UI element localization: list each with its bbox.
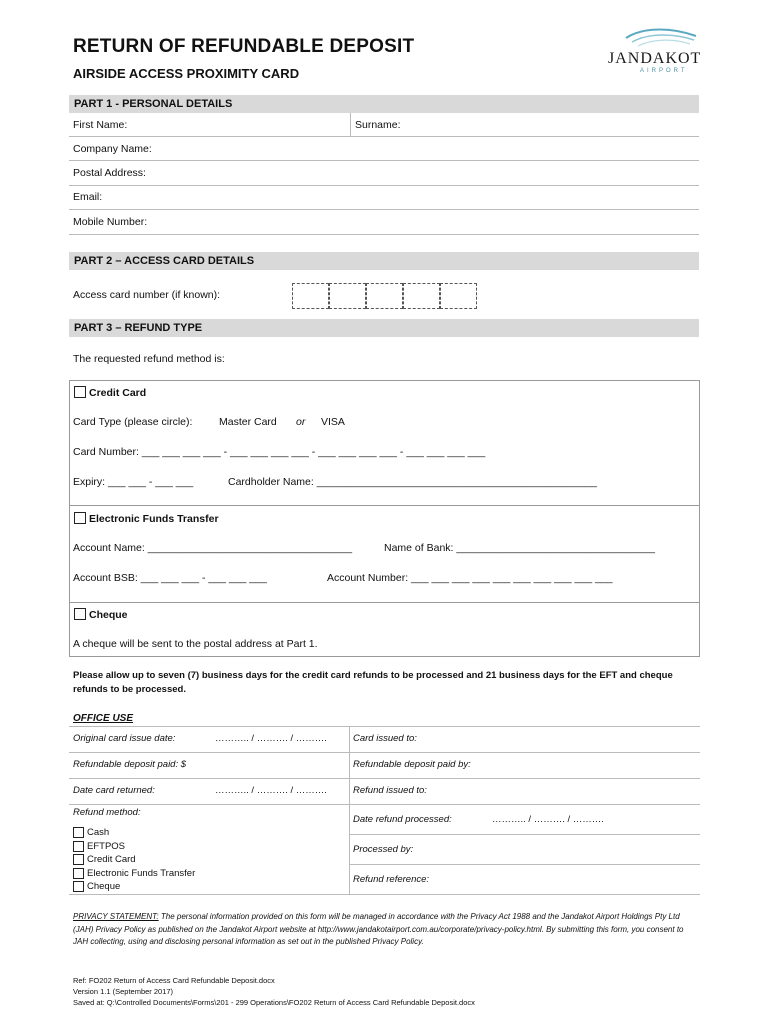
credit-card-method-checkbox[interactable] [73,854,84,865]
office-use-heading: OFFICE USE [73,713,134,724]
footer-version: Version 1.1 (September 2017) [73,987,174,996]
footer-saved: Saved at: Q:\Controlled Documents\Forms\201 - 299 Operations\FO202 Return of Access Card Refundable Deposit.docx [73,998,475,1007]
postal-address-field[interactable] [165,163,695,182]
card-digit-box[interactable] [292,283,329,309]
part1-heading: PART 1 - PERSONAL DETAILS [69,95,699,113]
refund-intro: The requested refund method is: [73,353,225,365]
mobile-number-label: Mobile Number: [73,216,148,228]
method-cheque: Cheque [87,881,121,892]
privacy-label: PRIVACY STATEMENT: [73,912,159,921]
surname-label: Surname: [355,119,401,131]
eft-checkbox[interactable] [74,512,86,524]
postal-address-label: Postal Address: [73,167,146,179]
eft-title: Electronic Funds Transfer [89,513,219,525]
part3-heading: PART 3 – REFUND TYPE [69,319,699,337]
method-credit-card: Credit Card [87,854,136,865]
processing-note: Please allow up to seven (7) business days for the credit card refunds to be processed and 21 business days for the EFT and cheque refunds to be processed. [73,670,673,695]
privacy-text: The personal information provided on this form will be managed in accordance with the Privacy Act 1988 and the Jandakot Airport Holdings Pty Ltd (JAH) Privacy Policy as published on the Jandakot Airport website at http://www.jandakotairport.com.au/corporate/privacy-policy.html. By submitting this form, you consent to JAH collecting, using and disclosing personal information as set out in the published Privacy Policy. [73,912,684,946]
account-number-field[interactable]: Account Number: ___ ___ ___ ___ ___ ___ ___ ___ ___ ___ [327,572,613,584]
expiry-field[interactable]: Expiry: ___ ___ - ___ ___ [73,476,194,488]
account-name-field[interactable]: Account Name: ___________________________________ [73,542,353,554]
method-cash: Cash [87,827,110,838]
mobile-number-field[interactable] [165,212,695,231]
deposit-paid-label: Refundable deposit paid: $ [73,759,187,770]
original-issue-date-label: Original card issue date: [73,733,176,744]
method-eft: Electronic Funds Transfer [87,868,196,879]
first-name-field[interactable] [200,115,345,134]
access-card-number-label: Access card number (if known): [73,289,221,301]
company-name-label: Company Name: [73,143,152,155]
footer-ref: Ref: FO202 Return of Access Card Refundable Deposit.docx [73,976,275,985]
email-label: Email: [73,191,103,203]
credit-card-number-field[interactable]: Card Number: ___ ___ ___ ___ - ___ ___ ___ ___ - ___ ___ ___ ___ - ___ ___ ___ ___ [73,446,486,458]
email-field[interactable] [165,187,695,206]
part2-heading: PART 2 – ACCESS CARD DETAILS [69,252,699,270]
cash-checkbox[interactable] [73,827,84,838]
privacy-statement [73,911,698,949]
date-processed-field[interactable]: ……….. / ………. / ………. [492,814,604,825]
date-processed-label: Date refund processed: [353,814,452,825]
logo-subtitle: AIRPORT [640,68,688,74]
card-digit-box[interactable] [329,283,366,309]
card-digit-box[interactable] [403,283,440,309]
surname-field[interactable] [420,115,695,134]
original-issue-date-field[interactable]: ……….. / ………. / ………. [215,733,327,744]
cheque-text: A cheque will be sent to the postal address at Part 1. [73,638,318,650]
eftpos-checkbox[interactable] [73,841,84,852]
method-eftpos: EFTPOS [87,841,126,852]
refund-issued-to-label: Refund issued to: [353,785,427,796]
form-subtitle: AIRSIDE ACCESS PROXIMITY CARD [73,66,300,81]
eft-method-checkbox[interactable] [73,868,84,879]
refund-method-label: Refund method: [73,807,141,818]
logo-name: JANDAKOT [608,50,702,67]
card-type-label: Card Type (please circle): [73,416,193,428]
credit-card-checkbox[interactable] [74,386,86,398]
form-title: RETURN OF REFUNDABLE DEPOSIT [73,36,415,57]
bank-name-field[interactable]: Name of Bank: __________________________________ [384,542,655,554]
visa-option[interactable]: VISA [321,416,345,428]
deposit-paid-by-label: Refundable deposit paid by: [353,759,471,770]
first-name-label: First Name: [73,119,128,131]
master-card-option[interactable]: Master Card [219,416,277,428]
cheque-title: Cheque [89,609,128,621]
credit-card-title: Credit Card [89,387,147,399]
account-bsb-field[interactable]: Account BSB: ___ ___ ___ - ___ ___ ___ [73,572,267,584]
company-name-field[interactable] [165,139,695,158]
or-text: or [296,416,306,428]
card-issued-to-label: Card issued to: [353,733,417,744]
cardholder-name-field[interactable]: Cardholder Name: ________________________________________________ [228,476,598,488]
card-digit-box[interactable] [440,283,477,309]
processed-by-label: Processed by: [353,844,414,855]
date-returned-field[interactable]: ……….. / ………. / ………. [215,785,327,796]
date-returned-label: Date card returned: [73,785,155,796]
card-digit-box[interactable] [366,283,403,309]
refund-reference-label: Refund reference: [353,874,430,885]
cheque-method-checkbox[interactable] [73,881,84,892]
cheque-checkbox[interactable] [74,608,86,620]
